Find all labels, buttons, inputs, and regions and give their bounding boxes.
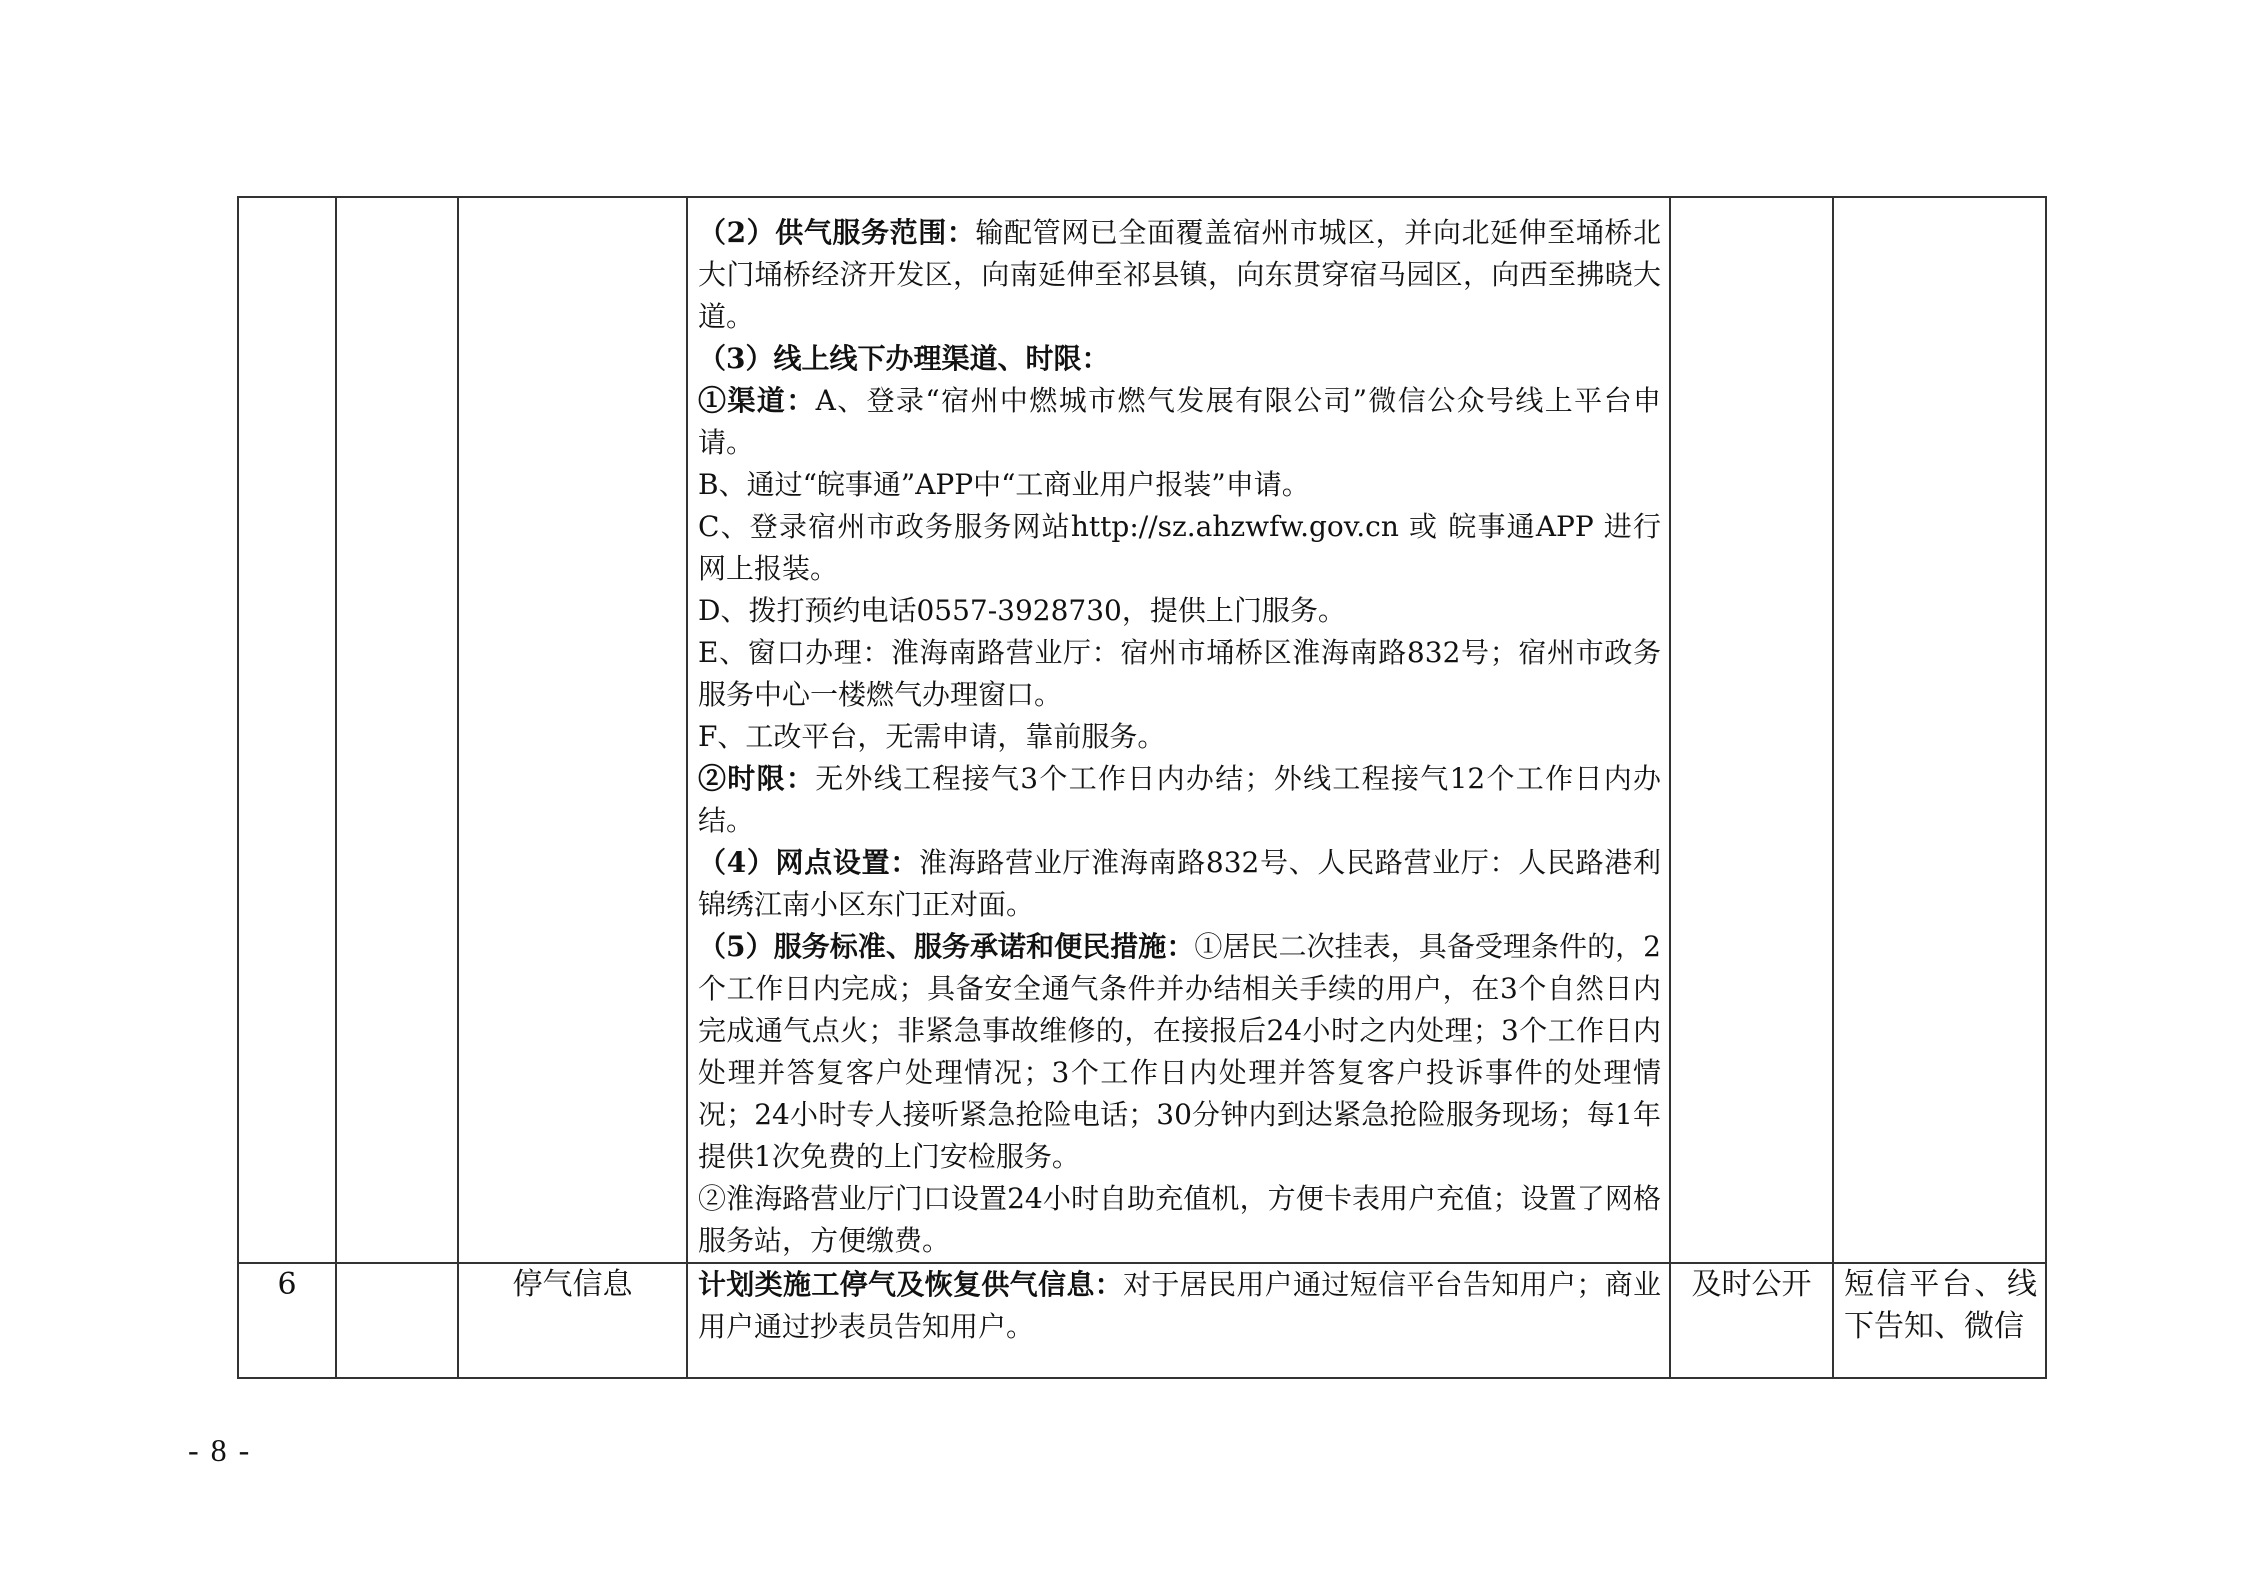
item-cell (458, 197, 687, 1263)
channel-cell (1833, 197, 2046, 1263)
channel-f-paragraph: F、工改平台，无需申请，靠前服务。 (698, 720, 1166, 753)
channel-cell (1833, 1263, 2046, 1378)
content-cell (687, 197, 1670, 1263)
section-title: （2）供气服务范围： (698, 216, 976, 249)
table-row (238, 197, 2046, 1263)
channel-e-paragraph: E、窗口办理：淮海南路营业厅：宿州市埇桥区淮海南路832号；宿州市政务服务中心一楼燃气办理窗口。 (698, 636, 1661, 711)
timing-text: 及时公开 (1670, 1263, 1833, 1378)
channel-a-paragraph: ①渠道：A、登录“宿州中燃城市燃气发展有限公司”微信公众号线上平台申请。 (698, 384, 1661, 459)
service-paragraph-2: ②淮海路营业厅门口设置24小时自助充值机，方便卡表用户充值；设置了网格服务站，方便缴费。 (698, 1182, 1661, 1257)
content-text: 对于居民用户通过短信平台告知用户；商业用户通过抄表员告知用户。 (698, 1268, 1661, 1343)
number-cell (238, 197, 336, 1263)
category-cell (336, 1263, 458, 1378)
channels-heading: （3）线上线下办理渠道、时限： (698, 342, 1110, 375)
channel-d-paragraph: D、拨打预约电话0557-3928730，提供上门服务。 (698, 594, 1346, 627)
channel-text: 短信平台、线下告知、微信 (1844, 1267, 2037, 1344)
page-number: - 8 - (188, 1432, 252, 1468)
disclosure-table (237, 196, 2047, 1379)
row-number: 6 (238, 1263, 336, 1378)
content-title: 计划类施工停气及恢复供气信息： (698, 1268, 1123, 1301)
table-row (238, 1263, 2046, 1378)
category-cell (336, 197, 458, 1263)
channel-b-paragraph: B、通过“皖事通”APP中“工商业用户报装”申请。 (698, 468, 1310, 501)
service-paragraph: （5）服务标准、服务承诺和便民措施：①居民二次挂表，具备受理条件的，2个工作日内完成；具备安全通气条件并办结相关手续的用户，在3个自然日内完成通气点火；非紧急事故维修的，在接报后24小时之内处理；3个工作日内处理并答复客户处理情况；3个工作日内处理并答复客户投诉事件的处理情况；24小时专人接听紧急抢险电话；30分钟内到达紧急抢险服务现场；每1年提供1次免费的上门安检服务。 (698, 930, 1661, 1173)
item-name: 停气信息 (458, 1263, 687, 1378)
timing-cell (1670, 197, 1833, 1263)
supply-scope-paragraph: （2）供气服务范围：输配管网已全面覆盖宿州市城区，并向北延伸至埇桥北大门埇桥经济开发区，向南延伸至祁县镇，向东贯穿宿马园区，向西至拂晓大道。 (698, 216, 1662, 333)
time-limit-paragraph: ②时限：无外线工程接气3个工作日内办结；外线工程接气12个工作日内办结。 (698, 762, 1661, 837)
content-cell (687, 1263, 1670, 1378)
channel-c-paragraph: C、登录宿州市政务服务网站http://sz.ahzwfw.gov.cn 或 皖事通APP 进行网上报装。 (698, 510, 1661, 585)
outlet-paragraph: （4）网点设置：淮海路营业厅淮海南路832号、人民路营业厅：人民路港利锦绣江南小区东门正对面。 (698, 846, 1661, 921)
